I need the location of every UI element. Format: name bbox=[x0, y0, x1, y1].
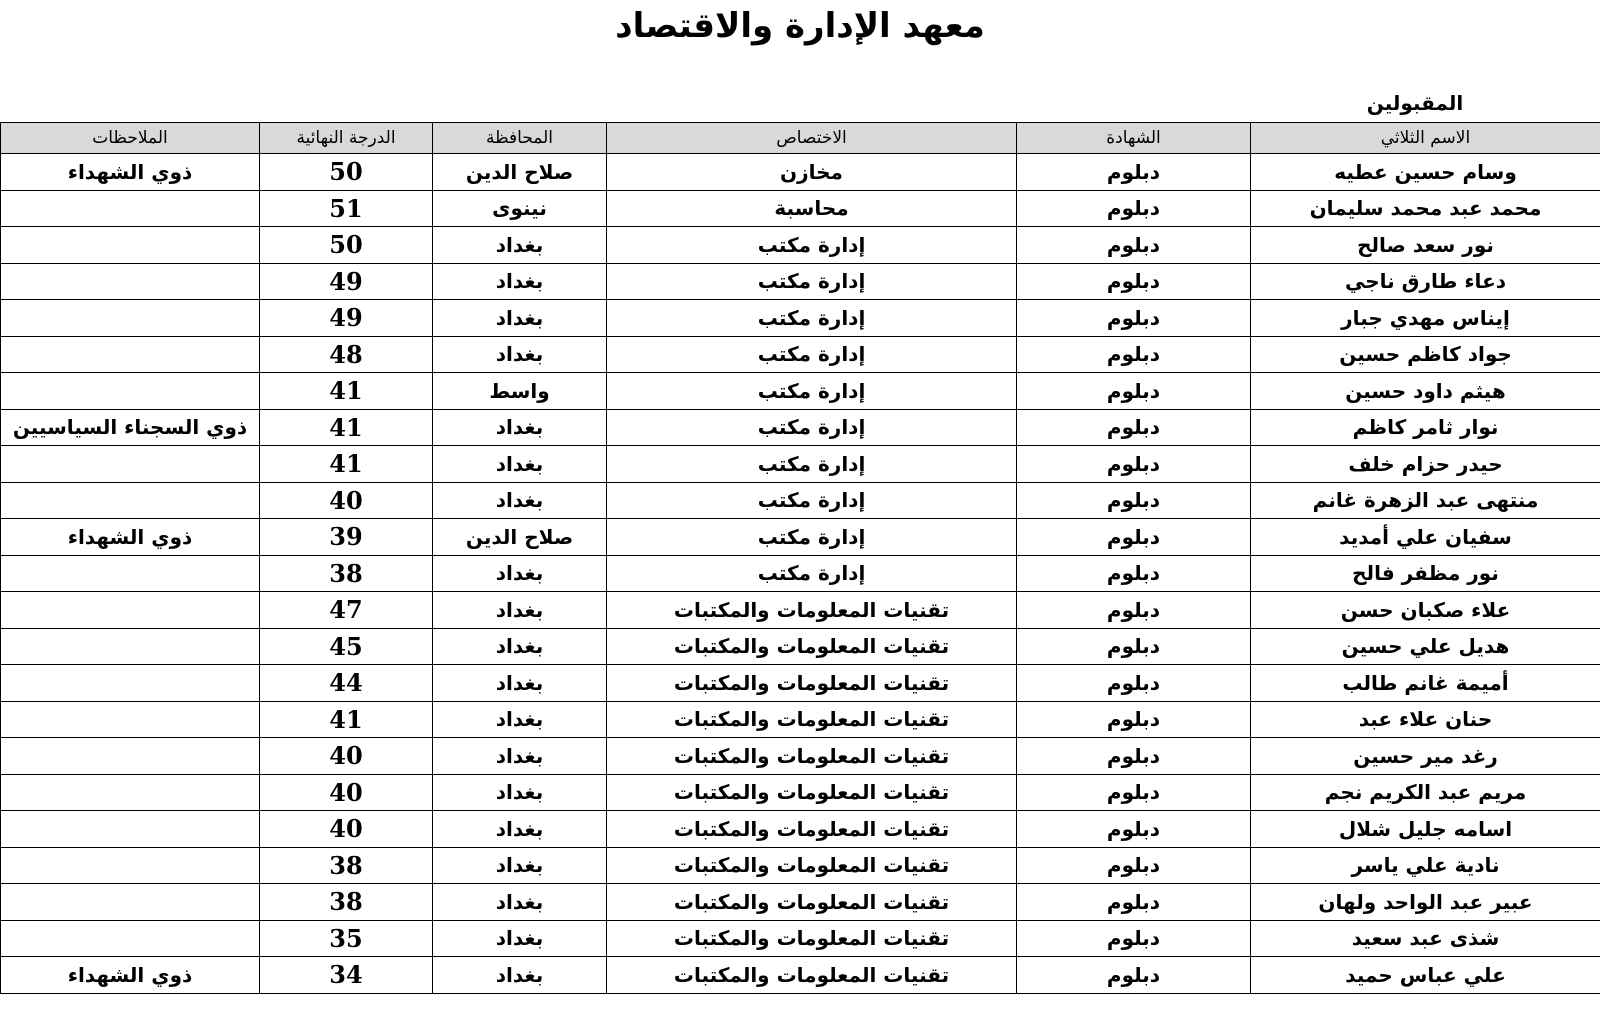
governorate-cell: بغداد bbox=[433, 555, 607, 592]
notes-cell: ذوي الشهداء bbox=[1, 957, 260, 994]
specialization-cell: تقنيات المعلومات والمكتبات bbox=[607, 701, 1017, 738]
governorate-cell: بغداد bbox=[433, 227, 607, 264]
final-score-cell: 41 bbox=[260, 701, 433, 738]
name-cell: هيثم داود حسين bbox=[1251, 373, 1600, 410]
header-final-score: الدرجة النهائية bbox=[260, 123, 433, 154]
final-score-cell: 49 bbox=[260, 263, 433, 300]
certificate-cell: دبلوم bbox=[1017, 263, 1251, 300]
table-row bbox=[1, 774, 1600, 811]
certificate-cell: دبلوم bbox=[1017, 555, 1251, 592]
final-score-cell: 40 bbox=[260, 738, 433, 775]
specialization-cell: تقنيات المعلومات والمكتبات bbox=[607, 884, 1017, 921]
specialization-cell: إدارة مكتب bbox=[607, 336, 1017, 373]
name-cell: نور سعد صالح bbox=[1251, 227, 1600, 264]
name-cell: نوار ثامر كاظم bbox=[1251, 409, 1600, 446]
certificate-cell: دبلوم bbox=[1017, 446, 1251, 483]
name-cell: اسامه جليل شلال bbox=[1251, 811, 1600, 848]
certificate-cell: دبلوم bbox=[1017, 957, 1251, 994]
governorate-cell: بغداد bbox=[433, 336, 607, 373]
name-cell: شذى عبد سعيد bbox=[1251, 920, 1600, 957]
table-row bbox=[1, 519, 1600, 556]
certificate-cell: دبلوم bbox=[1017, 738, 1251, 775]
admissions-table bbox=[0, 122, 1600, 994]
certificate-cell: دبلوم bbox=[1017, 811, 1251, 848]
final-score-cell: 41 bbox=[260, 409, 433, 446]
final-score-cell: 39 bbox=[260, 519, 433, 556]
notes-cell: ذوي الشهداء bbox=[1, 154, 260, 191]
governorate-cell: واسط bbox=[433, 373, 607, 410]
governorate-cell: بغداد bbox=[433, 300, 607, 337]
specialization-cell: إدارة مكتب bbox=[607, 519, 1017, 556]
table-row bbox=[1, 300, 1600, 337]
final-score-cell: 48 bbox=[260, 336, 433, 373]
governorate-cell: بغداد bbox=[433, 920, 607, 957]
name-cell: نور مظفر فالح bbox=[1251, 555, 1600, 592]
governorate-cell: بغداد bbox=[433, 701, 607, 738]
table-row bbox=[1, 920, 1600, 957]
governorate-cell: بغداد bbox=[433, 774, 607, 811]
specialization-cell: تقنيات المعلومات والمكتبات bbox=[607, 665, 1017, 702]
table-body bbox=[1, 154, 1600, 994]
specialization-cell: إدارة مكتب bbox=[607, 482, 1017, 519]
specialization-cell: تقنيات المعلومات والمكتبات bbox=[607, 957, 1017, 994]
table-row bbox=[1, 847, 1600, 884]
table-row bbox=[1, 154, 1600, 191]
final-score-cell: 45 bbox=[260, 628, 433, 665]
certificate-cell: دبلوم bbox=[1017, 665, 1251, 702]
table-row bbox=[1, 336, 1600, 373]
name-cell: منتهى عبد الزهرة غانم bbox=[1251, 482, 1600, 519]
governorate-cell: نينوى bbox=[433, 190, 607, 227]
header-notes: الملاحظات bbox=[1, 123, 260, 154]
table-row bbox=[1, 373, 1600, 410]
governorate-cell: بغداد bbox=[433, 665, 607, 702]
certificate-cell: دبلوم bbox=[1017, 154, 1251, 191]
specialization-cell: تقنيات المعلومات والمكتبات bbox=[607, 738, 1017, 775]
specialization-cell: تقنيات المعلومات والمكتبات bbox=[607, 847, 1017, 884]
specialization-cell: تقنيات المعلومات والمكتبات bbox=[607, 592, 1017, 629]
notes-cell bbox=[1, 482, 260, 519]
table-row bbox=[1, 592, 1600, 629]
notes-cell bbox=[1, 811, 260, 848]
notes-cell bbox=[1, 263, 260, 300]
notes-cell bbox=[1, 373, 260, 410]
page-title: معهد الإدارة والاقتصاد bbox=[615, 6, 985, 46]
final-score-cell: 40 bbox=[260, 774, 433, 811]
final-score-cell: 35 bbox=[260, 920, 433, 957]
governorate-cell: بغداد bbox=[433, 628, 607, 665]
table-row bbox=[1, 227, 1600, 264]
table-header bbox=[1, 123, 1600, 154]
notes-cell bbox=[1, 555, 260, 592]
governorate-cell: بغداد bbox=[433, 957, 607, 994]
name-cell: حيدر حزام خلف bbox=[1251, 446, 1600, 483]
header-name: الاسم الثلاثي bbox=[1251, 123, 1600, 154]
specialization-cell: إدارة مكتب bbox=[607, 409, 1017, 446]
governorate-cell: بغداد bbox=[433, 263, 607, 300]
table-row bbox=[1, 446, 1600, 483]
final-score-cell: 40 bbox=[260, 482, 433, 519]
name-cell: محمد عبد محمد سليمان bbox=[1251, 190, 1600, 227]
final-score-cell: 50 bbox=[260, 154, 433, 191]
table-row bbox=[1, 701, 1600, 738]
governorate-cell: بغداد bbox=[433, 482, 607, 519]
notes-cell bbox=[1, 738, 260, 775]
specialization-cell: إدارة مكتب bbox=[607, 227, 1017, 264]
notes-cell bbox=[1, 227, 260, 264]
certificate-cell: دبلوم bbox=[1017, 373, 1251, 410]
final-score-cell: 50 bbox=[260, 227, 433, 264]
name-cell: عبير عبد الواحد ولهان bbox=[1251, 884, 1600, 921]
specialization-cell: تقنيات المعلومات والمكتبات bbox=[607, 811, 1017, 848]
table-row bbox=[1, 409, 1600, 446]
name-cell: وسام حسين عطيه bbox=[1251, 154, 1600, 191]
table-row bbox=[1, 811, 1600, 848]
final-score-cell: 44 bbox=[260, 665, 433, 702]
final-score-cell: 40 bbox=[260, 811, 433, 848]
notes-cell bbox=[1, 665, 260, 702]
specialization-cell: تقنيات المعلومات والمكتبات bbox=[607, 774, 1017, 811]
governorate-cell: بغداد bbox=[433, 884, 607, 921]
specialization-cell: محاسبة bbox=[607, 190, 1017, 227]
notes-cell bbox=[1, 592, 260, 629]
name-cell: علاء صكبان حسن bbox=[1251, 592, 1600, 629]
specialization-cell: مخازن bbox=[607, 154, 1017, 191]
name-cell: رغد مير حسين bbox=[1251, 738, 1600, 775]
name-cell: هديل علي حسين bbox=[1251, 628, 1600, 665]
notes-cell bbox=[1, 336, 260, 373]
certificate-cell: دبلوم bbox=[1017, 336, 1251, 373]
notes-cell bbox=[1, 884, 260, 921]
specialization-cell: إدارة مكتب bbox=[607, 263, 1017, 300]
name-cell: جواد كاظم حسين bbox=[1251, 336, 1600, 373]
certificate-cell: دبلوم bbox=[1017, 482, 1251, 519]
table-row bbox=[1, 957, 1600, 994]
name-cell: مريم عبد الكريم نجم bbox=[1251, 774, 1600, 811]
governorate-cell: بغداد bbox=[433, 738, 607, 775]
notes-cell bbox=[1, 920, 260, 957]
certificate-cell: دبلوم bbox=[1017, 628, 1251, 665]
table-row bbox=[1, 884, 1600, 921]
notes-cell bbox=[1, 446, 260, 483]
specialization-cell: تقنيات المعلومات والمكتبات bbox=[607, 628, 1017, 665]
governorate-cell: صلاح الدين bbox=[433, 519, 607, 556]
name-cell: أميمة غانم طالب bbox=[1251, 665, 1600, 702]
notes-cell: ذوي الشهداء bbox=[1, 519, 260, 556]
notes-cell bbox=[1, 300, 260, 337]
specialization-cell: إدارة مكتب bbox=[607, 555, 1017, 592]
name-cell: دعاء طارق ناجي bbox=[1251, 263, 1600, 300]
table-row bbox=[1, 482, 1600, 519]
final-score-cell: 47 bbox=[260, 592, 433, 629]
governorate-cell: بغداد bbox=[433, 592, 607, 629]
certificate-cell: دبلوم bbox=[1017, 774, 1251, 811]
name-cell: نادية علي ياسر bbox=[1251, 847, 1600, 884]
name-cell: حنان علاء عبد bbox=[1251, 701, 1600, 738]
certificate-cell: دبلوم bbox=[1017, 701, 1251, 738]
header-certificate: الشهادة bbox=[1017, 123, 1251, 154]
certificate-cell: دبلوم bbox=[1017, 884, 1251, 921]
final-score-cell: 51 bbox=[260, 190, 433, 227]
notes-cell bbox=[1, 774, 260, 811]
final-score-cell: 38 bbox=[260, 847, 433, 884]
final-score-cell: 38 bbox=[260, 884, 433, 921]
table-row bbox=[1, 665, 1600, 702]
section-subtitle: المقبولين bbox=[1366, 91, 1464, 115]
governorate-cell: بغداد bbox=[433, 409, 607, 446]
governorate-cell: صلاح الدين bbox=[433, 154, 607, 191]
specialization-cell: إدارة مكتب bbox=[607, 446, 1017, 483]
notes-cell bbox=[1, 701, 260, 738]
table-row bbox=[1, 190, 1600, 227]
name-cell: علي عباس حميد bbox=[1251, 957, 1600, 994]
table-row bbox=[1, 628, 1600, 665]
table-row bbox=[1, 738, 1600, 775]
notes-cell bbox=[1, 847, 260, 884]
name-cell: إيناس مهدي جبار bbox=[1251, 300, 1600, 337]
final-score-cell: 34 bbox=[260, 957, 433, 994]
certificate-cell: دبلوم bbox=[1017, 190, 1251, 227]
header-governorate: المحافظة bbox=[433, 123, 607, 154]
certificate-cell: دبلوم bbox=[1017, 409, 1251, 446]
certificate-cell: دبلوم bbox=[1017, 519, 1251, 556]
governorate-cell: بغداد bbox=[433, 811, 607, 848]
governorate-cell: بغداد bbox=[433, 847, 607, 884]
table-row bbox=[1, 555, 1600, 592]
final-score-cell: 49 bbox=[260, 300, 433, 337]
certificate-cell: دبلوم bbox=[1017, 847, 1251, 884]
certificate-cell: دبلوم bbox=[1017, 592, 1251, 629]
final-score-cell: 41 bbox=[260, 373, 433, 410]
specialization-cell: إدارة مكتب bbox=[607, 373, 1017, 410]
governorate-cell: بغداد bbox=[433, 446, 607, 483]
specialization-cell: تقنيات المعلومات والمكتبات bbox=[607, 920, 1017, 957]
notes-cell bbox=[1, 628, 260, 665]
name-cell: سفيان علي أمديد bbox=[1251, 519, 1600, 556]
certificate-cell: دبلوم bbox=[1017, 300, 1251, 337]
header-row bbox=[1, 123, 1600, 154]
certificate-cell: دبلوم bbox=[1017, 227, 1251, 264]
notes-cell: ذوي السجناء السياسيين bbox=[1, 409, 260, 446]
header-specialization: الاختصاص bbox=[607, 123, 1017, 154]
final-score-cell: 38 bbox=[260, 555, 433, 592]
final-score-cell: 41 bbox=[260, 446, 433, 483]
table-row bbox=[1, 263, 1600, 300]
specialization-cell: إدارة مكتب bbox=[607, 300, 1017, 337]
certificate-cell: دبلوم bbox=[1017, 920, 1251, 957]
notes-cell bbox=[1, 190, 260, 227]
